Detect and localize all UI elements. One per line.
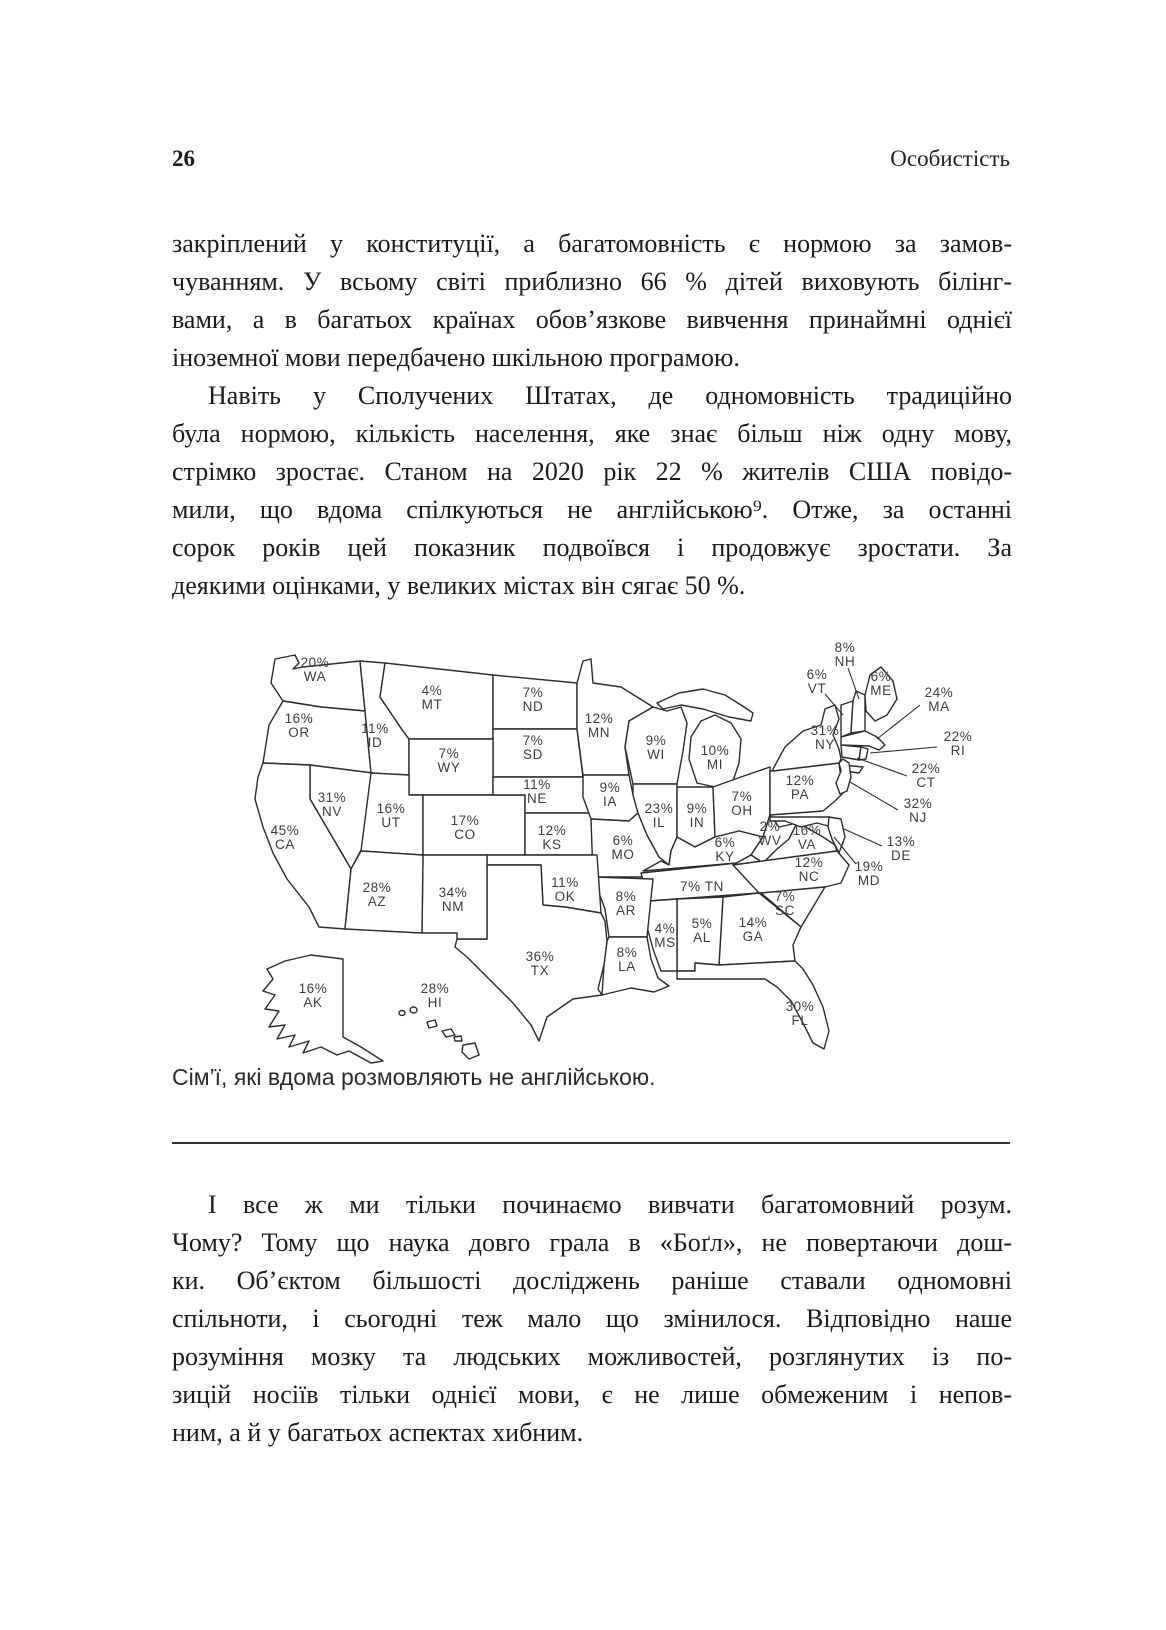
svg-text:WY: WY bbox=[437, 760, 461, 775]
svg-text:19%: 19% bbox=[854, 859, 884, 874]
state-label-ND bbox=[523, 685, 544, 714]
state-label-WV bbox=[759, 819, 782, 848]
svg-text:DE: DE bbox=[891, 848, 911, 863]
svg-text:AZ: AZ bbox=[367, 894, 387, 909]
svg-text:MN: MN bbox=[587, 725, 611, 740]
text-line: Навіть у Сполучених Штатах, де одномовність традиційно bbox=[208, 381, 1012, 410]
svg-text:32%: 32% bbox=[903, 796, 933, 811]
svg-text:OR: OR bbox=[288, 725, 310, 740]
svg-text:16%: 16% bbox=[298, 981, 328, 996]
svg-text:OH: OH bbox=[731, 803, 753, 818]
svg-text:NH: NH bbox=[834, 654, 856, 669]
svg-text:WV: WV bbox=[758, 833, 782, 848]
text-line: ним, а й у багатьох аспектах хибним. bbox=[172, 1418, 584, 1447]
svg-text:WA: WA bbox=[303, 669, 327, 684]
svg-text:HI: HI bbox=[427, 995, 443, 1010]
svg-text:MD: MD bbox=[857, 873, 881, 888]
state-HI-island-3 bbox=[427, 1020, 437, 1028]
state-label-KY bbox=[715, 835, 736, 864]
text-line: чуванням. У всьому світі приблизно 66 % дітей виховують білінг- bbox=[172, 267, 1012, 296]
state-label-TN bbox=[680, 879, 724, 894]
state-label-NH bbox=[835, 640, 856, 669]
svg-text:IN: IN bbox=[689, 815, 705, 830]
svg-text:12%: 12% bbox=[785, 773, 815, 788]
svg-text:16%: 16% bbox=[792, 823, 822, 838]
svg-text:ME: ME bbox=[870, 683, 892, 698]
svg-text:11%: 11% bbox=[361, 721, 389, 736]
state-label-LA bbox=[617, 945, 638, 974]
svg-text:13%: 13% bbox=[886, 834, 916, 849]
svg-text:12%: 12% bbox=[537, 823, 567, 838]
text-line: Чому? Тому що наука довго грала в «Боґл», не повертаючи дош- bbox=[172, 1228, 1012, 1257]
state-label-SD bbox=[523, 733, 544, 762]
state-label-NJ bbox=[904, 796, 933, 825]
state-label-MS bbox=[654, 921, 675, 950]
svg-text:36%: 36% bbox=[525, 949, 555, 964]
svg-text:MA: MA bbox=[928, 699, 950, 714]
state-label-ME bbox=[870, 669, 891, 698]
svg-text:6%: 6% bbox=[806, 667, 828, 682]
svg-text:TX: TX bbox=[530, 963, 550, 978]
figure-divider-rule bbox=[172, 1142, 1010, 1144]
state-label-WA bbox=[301, 655, 330, 684]
state-label-MO bbox=[612, 833, 635, 862]
svg-text:PA: PA bbox=[790, 787, 810, 802]
state-label-OH bbox=[731, 789, 752, 818]
body-text-upper bbox=[172, 225, 1012, 605]
state-label-DE bbox=[887, 834, 916, 863]
us-states-map bbox=[225, 597, 980, 1067]
svg-text:34%: 34% bbox=[438, 885, 468, 900]
svg-text:GA: GA bbox=[742, 929, 764, 944]
leader-line-DE bbox=[844, 829, 882, 846]
svg-text:2%: 2% bbox=[759, 819, 781, 834]
svg-text:KY: KY bbox=[715, 849, 735, 864]
text-line: І все ж ми тільки починаємо вивчати багатомовний розум. bbox=[208, 1190, 1012, 1219]
svg-text:45%: 45% bbox=[270, 823, 300, 838]
svg-text:7%: 7% bbox=[522, 733, 544, 748]
svg-text:IL: IL bbox=[652, 815, 666, 830]
text-line: іноземної мови передбачено шкільною програмою. bbox=[172, 343, 740, 372]
svg-text:OK: OK bbox=[554, 889, 576, 904]
text-line: зицій носіїв тільки однієї мови, є не лише обмеженим і непов- bbox=[172, 1380, 1012, 1409]
svg-text:10%: 10% bbox=[700, 743, 730, 758]
svg-text:VT: VT bbox=[807, 681, 827, 696]
svg-text:CO: CO bbox=[454, 827, 476, 842]
svg-text:CA: CA bbox=[275, 837, 295, 852]
svg-text:20%: 20% bbox=[300, 655, 330, 670]
svg-text:9%: 9% bbox=[645, 733, 667, 748]
svg-text:VA: VA bbox=[797, 837, 817, 852]
state-label-AR bbox=[616, 889, 637, 918]
state-HI-island-2 bbox=[410, 1007, 417, 1013]
svg-text:KS: KS bbox=[542, 837, 562, 852]
svg-text:NY: NY bbox=[815, 737, 835, 752]
svg-text:6%: 6% bbox=[870, 669, 892, 684]
text-line: мили, що вдома спілкуються не англійською⁹. Отже, за останні bbox=[172, 495, 1012, 524]
svg-text:28%: 28% bbox=[362, 880, 392, 895]
state-label-NE bbox=[523, 777, 551, 806]
svg-text:SD: SD bbox=[523, 747, 543, 762]
svg-text:AK: AK bbox=[303, 995, 323, 1010]
state-HI-island-4 bbox=[442, 1029, 455, 1037]
svg-text:4%: 4% bbox=[654, 921, 676, 936]
state-CT-shape bbox=[841, 745, 861, 760]
running-header bbox=[172, 146, 1010, 172]
svg-text:MT: MT bbox=[421, 697, 443, 712]
svg-text:7%: 7% bbox=[438, 746, 460, 761]
state-AK-shape bbox=[263, 955, 383, 1063]
svg-text:31%: 31% bbox=[810, 723, 840, 738]
state-OR-shape bbox=[263, 701, 371, 773]
state-label-MA bbox=[925, 685, 954, 714]
svg-text:ID: ID bbox=[367, 735, 383, 750]
leader-line-CT bbox=[857, 758, 907, 776]
svg-text:22%: 22% bbox=[943, 729, 973, 744]
svg-text:31%: 31% bbox=[317, 790, 347, 805]
state-label-CT bbox=[912, 761, 941, 790]
text-line: сорок років цей показник подвоївся і продовжує зростати. За bbox=[172, 533, 1012, 562]
leader-line-NH bbox=[848, 668, 859, 699]
svg-text:9%: 9% bbox=[599, 780, 621, 795]
figure-caption: Сім’ї, які вдома розмовляють не англійською. bbox=[172, 1064, 656, 1090]
text-line: розуміння мозку та людських можливостей, розглянутих із по- bbox=[172, 1342, 1012, 1371]
svg-text:WI: WI bbox=[647, 747, 665, 762]
svg-text:16%: 16% bbox=[376, 801, 406, 816]
svg-text:FL: FL bbox=[791, 1013, 809, 1028]
state-HI-island-5 bbox=[454, 1036, 462, 1041]
svg-text:AR: AR bbox=[616, 903, 636, 918]
state-label-WI bbox=[646, 733, 667, 762]
svg-text:LA: LA bbox=[618, 959, 636, 974]
body-text-lower bbox=[172, 1186, 1012, 1452]
svg-text:CT: CT bbox=[916, 775, 936, 790]
state-label-NM bbox=[439, 885, 468, 914]
state-label-CO bbox=[451, 813, 480, 842]
svg-text:7%: 7% bbox=[522, 685, 544, 700]
svg-text:UT: UT bbox=[381, 815, 401, 830]
state-label-RI bbox=[944, 729, 973, 758]
svg-text:7%: 7% bbox=[774, 889, 796, 904]
svg-text:4%: 4% bbox=[421, 683, 443, 698]
svg-text:AL: AL bbox=[693, 930, 711, 945]
leader-line-NJ bbox=[850, 782, 898, 810]
running-head-title: Особистість bbox=[890, 146, 1010, 171]
svg-text:23%: 23% bbox=[644, 801, 674, 816]
svg-text:22%: 22% bbox=[911, 761, 941, 776]
state-label-OK bbox=[551, 875, 579, 904]
svg-text:11%: 11% bbox=[551, 875, 579, 890]
svg-text:SC: SC bbox=[775, 903, 795, 918]
svg-text:RI: RI bbox=[950, 743, 966, 758]
svg-text:8%: 8% bbox=[615, 889, 637, 904]
state-label-NC bbox=[795, 855, 824, 884]
text-line: вами, а в багатьох країнах обов’язкове вивчення принаймні однієї bbox=[172, 305, 1012, 334]
text-line: ки. Об’єктом більшості досліджень раніше ставали одномовні bbox=[172, 1266, 1012, 1295]
svg-text:NM: NM bbox=[441, 899, 465, 914]
state-label-AL bbox=[692, 916, 713, 945]
state-label-GA bbox=[739, 915, 768, 944]
svg-text:12%: 12% bbox=[794, 855, 824, 870]
paragraph-2 bbox=[172, 377, 1012, 605]
svg-text:11%: 11% bbox=[523, 777, 551, 792]
svg-text:NJ: NJ bbox=[909, 810, 927, 825]
svg-text:MI: MI bbox=[706, 757, 724, 772]
text-line: стрімко зростає. Станом на 2020 рік 22 % жителів США повідо- bbox=[172, 457, 1012, 486]
text-line: спільноти, і сьогодні теж мало що змінилося. Відповідно наше bbox=[172, 1304, 1012, 1333]
svg-text:24%: 24% bbox=[924, 685, 954, 700]
text-line: деякими оцінками, у великих містах він сягає 50 %. bbox=[172, 571, 746, 600]
svg-text:30%: 30% bbox=[785, 999, 815, 1014]
svg-text:IA: IA bbox=[603, 794, 617, 809]
svg-text:7% TN: 7% TN bbox=[679, 879, 725, 894]
state-label-WY bbox=[438, 746, 461, 775]
us-map-figure bbox=[225, 597, 985, 1067]
state-label-MT bbox=[422, 683, 443, 712]
state-label-MN bbox=[585, 711, 614, 740]
svg-text:NV: NV bbox=[322, 804, 342, 819]
state-RI-shape bbox=[859, 747, 868, 760]
paragraph-3 bbox=[172, 1186, 1012, 1452]
svg-text:9%: 9% bbox=[686, 801, 708, 816]
svg-text:ND: ND bbox=[522, 699, 544, 714]
state-label-VT bbox=[807, 667, 828, 696]
svg-text:NE: NE bbox=[527, 791, 547, 806]
text-line: закріплений у конституції, а багатомовність є нормою за замов- bbox=[172, 229, 1012, 258]
state-label-IN bbox=[687, 801, 708, 830]
svg-text:14%: 14% bbox=[738, 915, 768, 930]
svg-text:28%: 28% bbox=[420, 981, 450, 996]
svg-text:NC: NC bbox=[798, 869, 820, 884]
svg-text:8%: 8% bbox=[616, 945, 638, 960]
svg-text:7%: 7% bbox=[731, 789, 753, 804]
text-line: була нормою, кількість населення, яке знає більш ніж одну мову, bbox=[172, 419, 1012, 448]
svg-text:12%: 12% bbox=[584, 711, 614, 726]
svg-text:6%: 6% bbox=[612, 833, 634, 848]
state-label-SC bbox=[775, 889, 796, 918]
svg-text:17%: 17% bbox=[450, 813, 480, 828]
svg-text:MO: MO bbox=[611, 847, 635, 862]
svg-text:MS: MS bbox=[654, 935, 676, 950]
state-HI-island-6 bbox=[462, 1043, 479, 1059]
paragraph-1 bbox=[172, 225, 1012, 377]
state-HI-island-1 bbox=[399, 1011, 405, 1016]
svg-text:8%: 8% bbox=[834, 640, 856, 655]
state-label-OR bbox=[285, 711, 314, 740]
svg-text:16%: 16% bbox=[284, 711, 314, 726]
svg-text:5%: 5% bbox=[691, 916, 713, 931]
state-label-HI bbox=[421, 981, 450, 1010]
page-number: 26 bbox=[172, 146, 195, 171]
svg-text:6%: 6% bbox=[714, 835, 736, 850]
state-label-MD bbox=[855, 859, 884, 888]
